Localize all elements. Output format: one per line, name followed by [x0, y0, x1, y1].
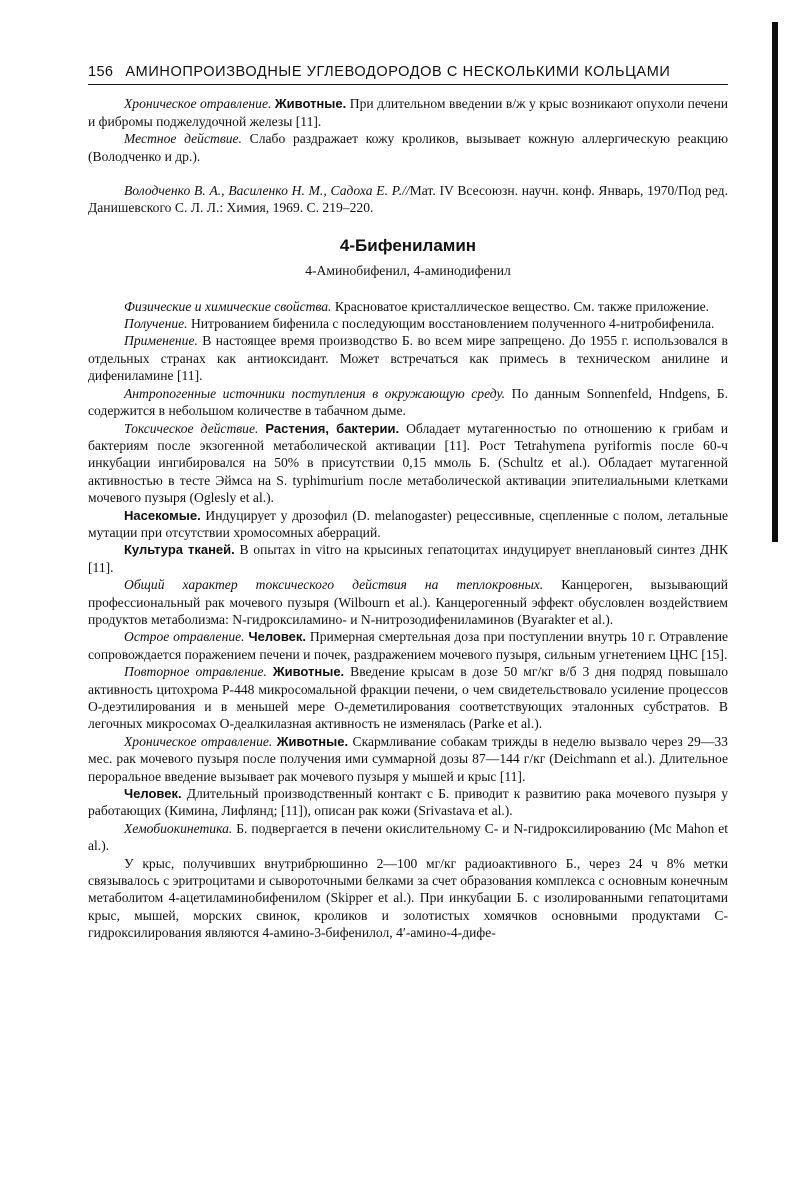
paragraph-hemobiokinetics: Хемобиокинетика. Б. подвергается в печени окислительному С- и N-гидроксилированию (Mc Mahon et al.). [88, 820, 729, 854]
paragraph-properties: Физические и химические свойства. Красноватое кристаллическое вещество. См. также приложение. [124, 298, 710, 314]
scan-edge-bar [772, 22, 778, 542]
paragraph-human: Человек. Длительный производственный контакт с Б. приводит к развитию рака мочевого пузыря у работающих (Кимина, Лифлянд; [11]), описан рак кожи (Srivastava et al.). [88, 786, 728, 819]
paragraph-acute-poisoning: Острое отравление. Человек. Примерная смертельная доза при поступлении внутрь 10 г. Отравление сопровождается поражением печени и почек, раздражением мочевого пузыря, сильным угнетением ЦНС [15]. [88, 629, 729, 662]
paragraph-toxic-action: Токсическое действие. Растения, бактерии. Обладает мутагенностью по отношению к грибам и бактериям после экзогенной метаболической активации [11]. Рост Tetrahymena pyriformis после 60-ч инкубации ингибировался на 50% в присутствии 0,15 ммоль Б. (Schultz et al.). Обладает мутагенной активностью в тесте Эймса на S. typhimurium после метаболической активации эпителиальными клетками мочевого пузыря (Oglesly et al.). [88, 420, 728, 506]
document-page [88, 64, 728, 942]
paragraph-rats-metabolism: У крыс, получивших внутрибрюшинно 2—100 мг/кг радиоактивного Б., через 24 ч 8% метки связывалось с эритроцитами и сывороточными белками за счет образования комплекса с основным конечным метаболитом 4-ацетиламинобифенилом (Skipper et al.). При инкубации Б. с изолированными гепатоцитами крыс, мышей, морских свинок, кроликов и золотистых хомячков основными продуктами С-гидроксилирования являются 4-амино-3-бифенилол, 4′-амино-4-дифе- [88, 855, 728, 941]
paragraph-chronic-poisoning: Хроническое отравление. Животные. Скармливание собакам трижды в неделю вызвало через 29—33 мес. рак мочевого пузыря после получения ими суммарной дозы 87—144 г/кг (Deichmann et al.). Длительное пероральное введение вызывает рак мочевого пузыря у мышей и крыс [11]. [88, 733, 728, 784]
running-header [88, 64, 728, 85]
paragraph-anthropogenic: Антропогенные источники поступления в окружающую среду. По данным Sonnenfeld, Hndgens, Б. содержится в небольшом количестве в табачном дыме. [88, 385, 728, 419]
running-title: АМИНОПРОИЗВОДНЫЕ УГЛЕВОДОРОДОВ С НЕСКОЛЬКИМИ КОЛЬЦАМИ [125, 64, 671, 80]
paragraph-repeated-poisoning: Повторное отравление. Животные. Введение крысам в дозе 50 мг/кг в/б 3 дня подряд повышало активность цитохрома Р-448 микросомальной фракции печени, о чем свидетельствовало усиление процессов О-деэтилирования и в меньшей мере О-деметилирования соответствующих эталонных субстратов. В легочных микросомах О-деалкилазная активность не изменялась (Parke et al.). [88, 664, 728, 732]
paragraph-application: Применение. В настоящее время производство Б. во всем мире запрещено. До 1955 г. использовался в отдельных странах как антиоксидант. Может встречаться как примесь в техническом анилине и дифениламине [11]. [88, 333, 728, 384]
section-title: 4-Бифениламин [339, 235, 477, 255]
section-synonyms: 4-Аминобифенил, 4-аминодифенил [305, 263, 511, 279]
paragraph-general-character: Общий характер токсического действия на теплокровных. Канцероген, вызывающий профессиональный рак мочевого пузыря (Wilbourn et al.). Канцерогенный эффект обусловлен воздействием продуктов метаболизма: N-гидроксиламино- и N-нитрозодифениламинов (Byarakter et al.). [88, 577, 729, 627]
paragraph-local-action: Местное действие. Слабо раздражает кожу кроликов, вызывает кожную аллергическую реакцию (Володченко и др.). [88, 131, 729, 164]
reference-entry: Володченко В. А., Василенко Н. М., Садоха Е. Р.//Мат. IV Всесоюзн. научн. конф. Январь, 1970/Под ред. Данишевского С. Л. Л.: Химия, 1969. С. 219–220. [88, 183, 728, 216]
paragraph-obtaining: Получение. Нитрованием бифенила с последующим восстановлением полученного 4-нитробифенила. [124, 316, 715, 332]
page-number: 156 [88, 64, 114, 80]
paragraph-insects: Насекомые. Индуцирует у дрозофил (D. melanogaster) рецессивные, сцепленные с полом, летальные мутации при отсутствии хромосомных аберраций. [88, 507, 728, 540]
paragraph-chronic-prev: Хроническое отравление. Животные. При длительном введении в/ж у крыс возникают опухоли печени и фибромы поджелудочной железы [11]. [88, 96, 728, 129]
paragraph-tissue-culture: Культура тканей. В опытах in vitro на крысиных гепатоцитах индуцирует внеплановый синтез ДНК [11]. [88, 542, 729, 575]
